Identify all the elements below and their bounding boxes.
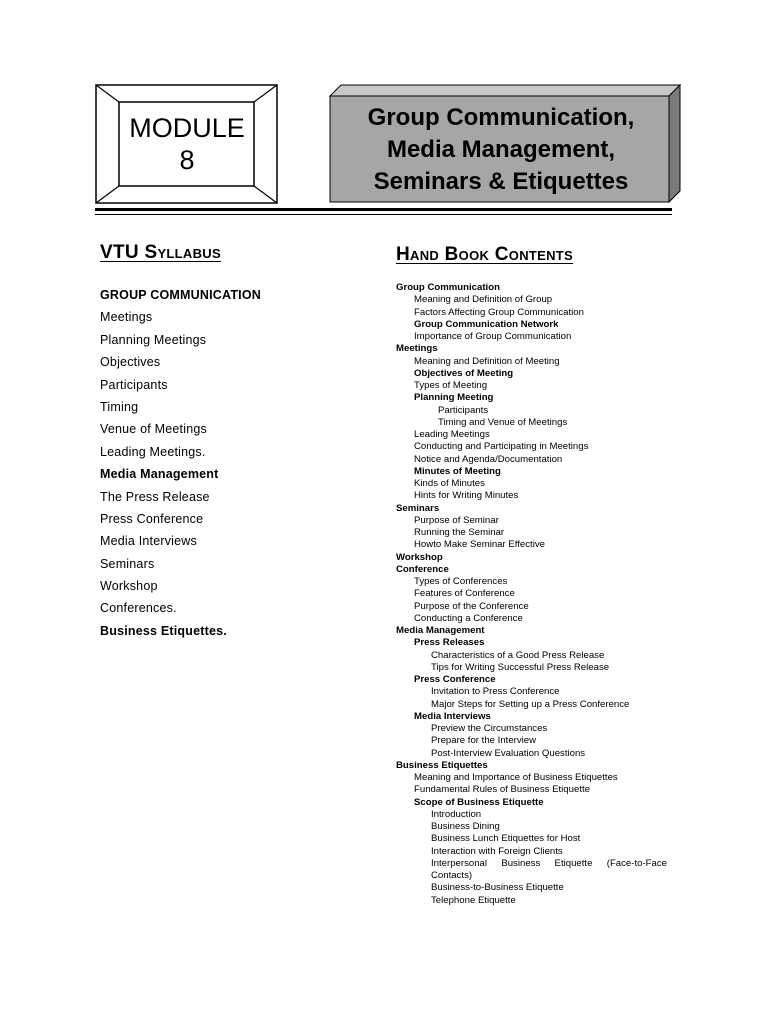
contents-item: Group Communication	[396, 282, 500, 293]
syllabus-heading: VTU Syllabus	[100, 242, 221, 263]
contents-item: Post-Interview Evaluation Questions	[431, 747, 586, 759]
contents-item: Group Communication Network	[414, 318, 559, 330]
contents-item: Objectives of Meeting	[414, 367, 514, 379]
contents-item: Press Conference	[414, 674, 496, 685]
contents-item: Meaning and Importance of Business Etiquettes	[414, 772, 618, 783]
module-word: MODULE	[129, 113, 245, 143]
syllabus-item: Venue of Meetings	[100, 422, 207, 437]
contents-item: Meaning and Definition of Meeting	[414, 355, 560, 367]
contents-item: Conducting and Participating in Meetings	[414, 441, 589, 453]
module-label	[119, 102, 255, 186]
syllabus-item: Leading Meetings.	[100, 444, 206, 459]
contents-item: Press Releases	[414, 637, 485, 649]
title-line-3: Seminars & Etiquettes	[373, 168, 629, 195]
contents-item: Factors Affecting Group Communication	[414, 306, 584, 318]
divider-thick	[95, 208, 672, 211]
title-line-2: Media Management,	[386, 136, 616, 163]
contents-item: Planning Meeting	[414, 392, 494, 404]
contents-item: Major Steps for Setting up a Press Conference	[431, 698, 630, 710]
contents-item: Business Dining	[431, 821, 500, 832]
contents-item: Preview the Circumstances	[431, 723, 548, 734]
contents-item: Business-to-Business Etiquette	[431, 882, 564, 894]
contents-item: Invitation to Press Conference	[431, 686, 560, 698]
contents-item: Conducting a Conference	[414, 612, 523, 624]
contents-item: Business Lunch Etiquettes for Host	[431, 833, 581, 845]
syllabus-item: Press Conference	[100, 511, 204, 526]
contents-item: Meaning and Definition of Group	[414, 294, 553, 306]
contents-item: Interaction with Foreign Clients	[431, 845, 563, 857]
contents-item: Participants	[438, 404, 489, 416]
contents-item: Business Etiquettes	[396, 759, 488, 771]
title-line-1: Group Communication,	[367, 104, 635, 131]
contents-item: Timing and Venue of Meetings	[438, 416, 568, 428]
syllabus-item: Workshop	[100, 579, 158, 594]
syllabus-item: Conferences.	[100, 601, 177, 616]
contents-item: Scope of Business Etiquette	[414, 796, 544, 808]
syllabus-item: Media Interviews	[100, 534, 197, 549]
contents-item: Tips for Writing Successful Press Release	[431, 661, 610, 673]
divider-thin	[95, 214, 672, 215]
contents-item: Hints for Writing Minutes	[414, 490, 519, 502]
syllabus-item: Planning Meetings	[100, 332, 207, 347]
contents-item: Introduction	[431, 808, 482, 820]
syllabus-item: Objectives	[100, 355, 161, 370]
syllabus-item: GROUP COMMUNICATION	[100, 288, 261, 302]
module-number: 8	[179, 145, 195, 175]
contents-item: Fundamental Rules of Business Etiquette	[414, 784, 590, 796]
title-box	[329, 84, 681, 204]
syllabus-list	[100, 284, 340, 642]
syllabus-item: Participants	[100, 377, 168, 392]
contents-list	[396, 282, 696, 907]
contents-item: Prepare for the Interview	[431, 735, 537, 747]
contents-item: Features of Conference	[414, 588, 515, 600]
contents-item: Telephone Etiquette	[431, 894, 516, 906]
contents-item: Kinds of Minutes	[414, 478, 485, 489]
syllabus-item: Seminars	[100, 556, 155, 571]
contents-item: Characteristics of a Good Press Release	[431, 649, 605, 661]
contents-item: Leading Meetings	[414, 429, 490, 440]
contents-item: Types of Conferences	[414, 576, 508, 587]
contents-item: Seminars	[396, 502, 440, 514]
contents-item: Running the Seminar	[414, 527, 505, 538]
syllabus-item: Meetings	[100, 310, 153, 325]
contents-item: Howto Make Seminar Effective	[414, 539, 545, 551]
contents-item: Media Interviews	[414, 710, 491, 722]
contents-heading: Hand Book Contents	[396, 244, 574, 265]
contents-item: Interpersonal Business Etiquette (Face-to-Face Contacts)	[431, 857, 667, 881]
contents-item: Notice and Agenda/Documentation	[414, 453, 563, 465]
syllabus-item: The Press Release	[100, 489, 210, 504]
contents-item: Minutes of Meeting	[414, 465, 501, 477]
contents-item: Workshop	[396, 551, 443, 563]
contents-item: Meetings	[396, 343, 438, 355]
contents-item: Types of Meeting	[414, 380, 488, 391]
contents-item: Media Management	[396, 625, 485, 636]
contents-item: Conference	[396, 563, 449, 575]
contents-item: Importance of Group Communication	[414, 331, 572, 342]
contents-item: Purpose of Seminar	[414, 514, 499, 526]
module-box	[95, 84, 278, 204]
contents-item: Purpose of the Conference	[414, 600, 529, 612]
syllabus-item: Timing	[100, 399, 139, 414]
syllabus-item: Media Management	[100, 467, 219, 482]
syllabus-item: Business Etiquettes.	[100, 623, 227, 638]
module-title	[333, 102, 669, 198]
